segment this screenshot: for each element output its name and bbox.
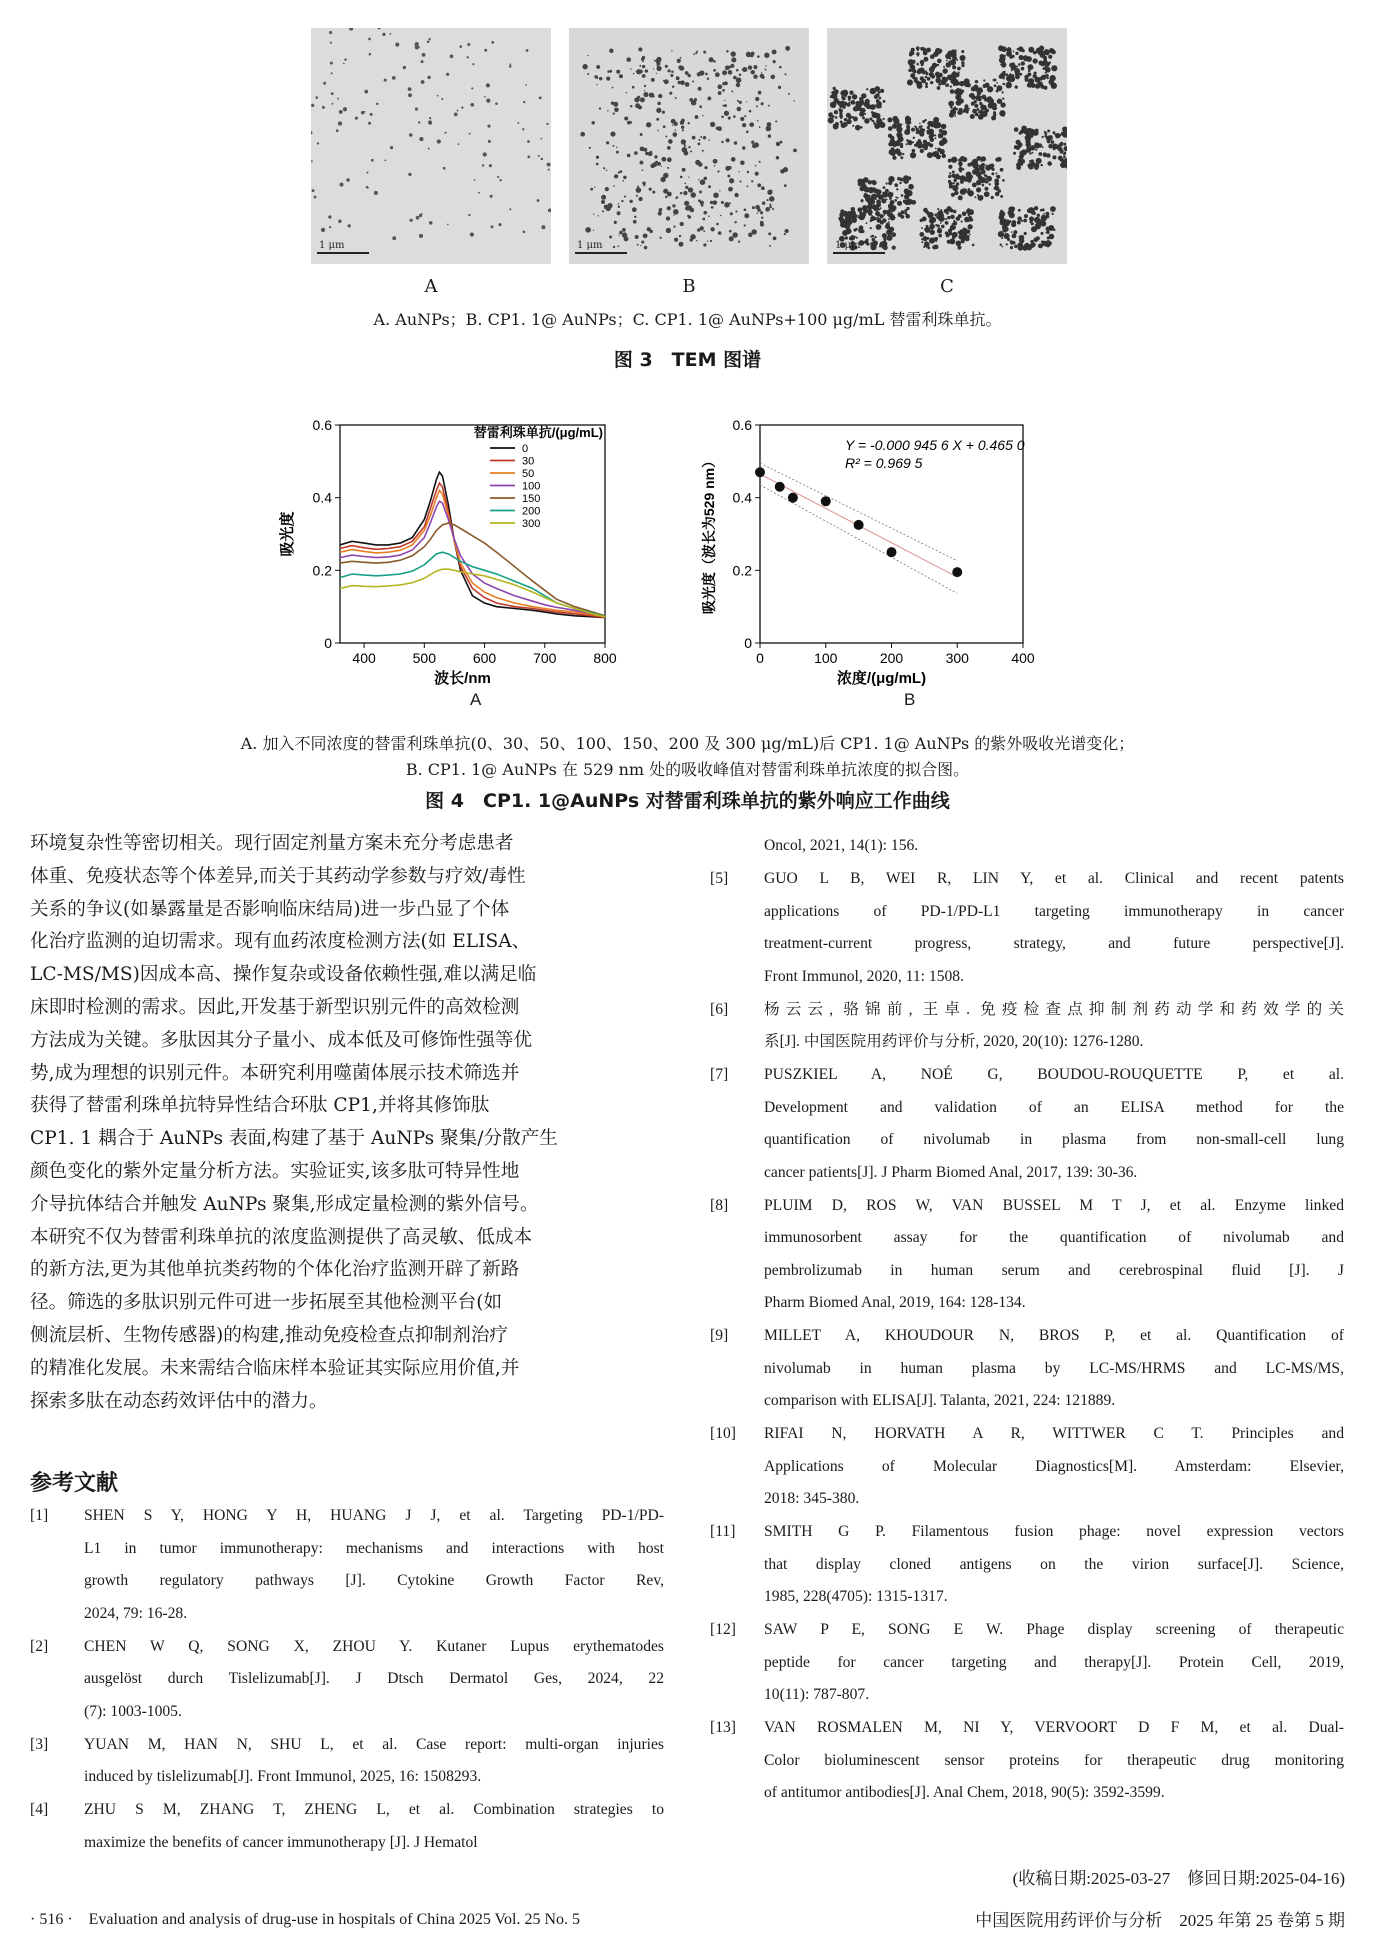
footer-right: 中国医院用药评价与分析 2025 年第 25 卷第 5 期	[975, 1911, 1345, 1930]
reference-item	[710, 994, 1346, 1059]
body-line: CP1. 1 耦合于 AuNPs 表面,构建了基于 AuNPs 聚集/分散产生	[30, 1128, 558, 1150]
reference-line: (7): 1003-1005.	[84, 1702, 182, 1720]
reference-line: ausgelöst durch Tislelizumab[J]. J Dtsch Dermatol Ges, 2024, 22	[84, 1670, 664, 1687]
data-point	[854, 520, 864, 530]
tem-image-c	[827, 28, 1067, 264]
reference-line: that display cloned antigens on the virion surface[J]. Science,	[764, 1555, 1344, 1573]
y-tick-label: 0.4	[732, 489, 752, 506]
reference-line: nivolumab in human plasma by LC-MS/HRMS and LC-MS/MS,	[764, 1359, 1344, 1377]
series-line-30	[340, 480, 605, 617]
data-point	[821, 496, 831, 506]
plot-frame	[340, 425, 605, 643]
x-axis-label: 浓度/(μg/mL)	[836, 670, 927, 687]
data-point	[755, 467, 765, 477]
x-tick-label: 400	[352, 650, 376, 666]
reference-line: MILLET A, KHOUDOUR N, BROS P, et al. Quantification of	[764, 1327, 1344, 1344]
reference-line: ZHU S M, ZHANG T, ZHENG L, et al. Combination strategies to	[84, 1801, 664, 1818]
legend-label: 150	[522, 493, 541, 505]
y-tick-label: 0.4	[312, 489, 332, 506]
body-line: 方法成为关键。多肽因其分子量小、成本低及可修饰性强等优	[30, 1029, 533, 1051]
reference-item	[710, 1614, 1346, 1712]
tem-panel-letter-a: A	[424, 276, 438, 297]
data-point	[775, 482, 785, 492]
body-line: 的精准化发展。未来需结合临床样本验证其实际应用价值,并	[30, 1357, 520, 1379]
reference-line: Development and validation of an ELISA method for the	[764, 1098, 1344, 1116]
reference-item	[710, 1190, 1346, 1320]
series-line-50	[340, 490, 605, 616]
reference-line: SAW P E, SONG E W. Phage display screening of therapeutic	[764, 1621, 1344, 1638]
reference-line: cancer patients[J]. J Pharm Biomed Anal, 2017, 139: 30-36.	[764, 1163, 1138, 1181]
fig4-panel-letter-a: A	[470, 690, 482, 709]
tem-micrograph-c	[827, 28, 1067, 264]
calibration-fit-chart	[690, 405, 1110, 730]
scalebar-label: 1 μm	[835, 240, 861, 251]
x-axis-label: 波长/nm	[434, 670, 491, 687]
scalebar-label: 1 μm	[319, 240, 345, 251]
legend-label: 30	[522, 455, 535, 468]
data-point	[952, 567, 962, 577]
reference-line: Pharm Biomed Anal, 2019, 164: 128-134.	[764, 1294, 1026, 1311]
reference-item	[710, 1320, 1346, 1418]
fit-r-squared: R² = 0.969 5	[845, 455, 923, 471]
reference-number: [9]	[710, 1327, 729, 1344]
reference-line: applications of PD-1/PD-L1 targeting immunotherapy in cancer	[764, 902, 1344, 920]
reference-line: treatment-current progress, strategy, and future perspective[J].	[764, 935, 1344, 952]
body-line: LC-MS/MS)因成本高、操作复杂或设备依赖性强,难以满足临	[30, 964, 537, 986]
reference-number: [8]	[710, 1196, 729, 1214]
body-text	[30, 828, 666, 1418]
reference-number: [11]	[710, 1523, 736, 1540]
reference-line: peptide for cancer targeting and therapy[J]. Protein Cell, 2019,	[764, 1653, 1344, 1671]
reference-item	[710, 863, 1346, 993]
body-line: 化治疗监测的迫切需求。现有血药浓度检测方法(如 ELISA、	[30, 931, 531, 953]
body-line: 环境复杂性等密切相关。现行固定剂量方案未充分考虑患者	[30, 833, 514, 854]
figure4-caption-line1: A. 加入不同浓度的替雷利珠单抗(0、30、50、100、150、200 及 300 μg/mL)后 CP1. 1@ AuNPs 的紫外吸收光谱变化；	[240, 734, 1135, 753]
figure3-caption: A. AuNPs；B. CP1. 1@ AuNPs；C. CP1. 1@ AuNPs+100 μg/mL 替雷利珠单抗。	[373, 310, 1002, 329]
x-tick-label: 300	[945, 650, 969, 666]
reference-line: of antitumor antibodies[J]. Anal Chem, 2018, 90(5): 3592-3599.	[764, 1784, 1165, 1801]
tem-micrograph-b	[569, 28, 809, 264]
reference-line: 2018: 345-380.	[764, 1490, 860, 1507]
x-tick-label: 500	[412, 650, 436, 666]
uv-spectrum-chart	[270, 405, 680, 730]
reference-line: Color bioluminescent sensor proteins for therapeutic drug monitoring	[764, 1751, 1344, 1769]
body-line: 的新方法,更为其他单抗类药物的个体化治疗监测开辟了新路	[30, 1259, 520, 1281]
reference-line: 10(11): 787-807.	[764, 1686, 870, 1703]
reference-line: 系[J]. 中国医院用药评价与分析, 2020, 20(10): 1276-1280.	[764, 1033, 1144, 1050]
figure3-title: 图 3 TEM 图谱	[613, 349, 762, 371]
y-tick-label: 0.6	[312, 417, 332, 433]
tem-micrograph-a	[311, 28, 551, 264]
references-heading: 参考文献	[30, 1471, 119, 1496]
reference-item	[710, 1516, 1346, 1614]
series-line-100	[340, 501, 605, 616]
reference-line: Oncol, 2021, 14(1): 156.	[764, 837, 919, 854]
body-line: 本研究不仅为替雷利珠单抗的浓度监测提供了高灵敏、低成本	[30, 1226, 533, 1248]
reference-line: 1985, 228(4705): 1315-1317.	[764, 1588, 948, 1605]
reference-number: [5]	[710, 870, 729, 887]
tem-panel-letter-c: C	[940, 276, 954, 297]
tem-panel-letter-b: B	[682, 276, 696, 297]
reference-number: [6]	[710, 1000, 729, 1018]
body-line: 关系的争议(如暴露量是否影响临床结局)进一步凸显了个体	[30, 898, 510, 920]
reference-item	[710, 1418, 1346, 1516]
body-line: 获得了替雷利珠单抗特异性结合环肽 CP1,并将其修饰肽	[30, 1095, 490, 1117]
body-line: 探索多肽在动态药效评估中的潜力。	[30, 1390, 328, 1412]
x-tick-label: 600	[472, 650, 497, 666]
reference-line: CHEN W Q, SONG X, ZHOU Y. Kutaner Lupus erythematodes	[84, 1637, 664, 1655]
reference-line: PLUIM D, ROS W, VAN BUSSEL M T J, et al. Enzyme linked	[764, 1196, 1344, 1214]
reference-item	[30, 1729, 666, 1794]
y-axis-label: 吸光度（波长为529 nm）	[701, 453, 717, 615]
confidence-band-upper	[760, 463, 957, 561]
reference-item	[710, 830, 1346, 863]
tem-image-a	[311, 28, 551, 264]
reference-item	[30, 1794, 666, 1859]
reference-line: comparison with ELISA[J]. Talanta, 2021, 224: 121889.	[764, 1392, 1116, 1409]
y-tick-label: 0	[744, 635, 752, 651]
body-line: 径。筛选的多肽识别元件可进一步拓展至其他检测平台(如	[30, 1292, 503, 1314]
reference-item	[710, 1712, 1346, 1810]
footer-left: · 516 · Evaluation and analysis of drug-use in hospitals of China 2025 Vol. 25 No. 5	[30, 1911, 581, 1928]
reference-line: VAN ROSMALEN M, NI Y, VERVOORT D F M, et al. Dual-	[764, 1719, 1344, 1736]
legend-label: 100	[522, 480, 541, 493]
legend-title: 替雷利珠单抗/(μg/mL)	[473, 425, 603, 440]
series-line-0	[340, 472, 605, 617]
legend-label: 300	[522, 518, 541, 530]
reference-line: Front Immunol, 2020, 11: 1508.	[764, 967, 964, 985]
series-line-200	[340, 552, 605, 616]
fig4-panel-letter-b: B	[904, 690, 916, 709]
reference-item	[30, 1631, 666, 1729]
y-tick-label: 0.2	[732, 562, 752, 579]
y-tick-label: 0.6	[732, 417, 752, 433]
reference-number: [12]	[710, 1621, 736, 1638]
body-line: 侧流层析、生物传感器)的构建,推动免疫检查点抑制剂治疗	[30, 1324, 509, 1346]
y-axis-label: 吸光度	[279, 511, 296, 557]
reference-line: L1 in tumor immunotherapy: mechanisms and interactions with host	[84, 1539, 664, 1557]
reference-item	[30, 1500, 666, 1630]
reference-line: immunosorbent assay for the quantification of nivolumab and	[764, 1229, 1344, 1246]
body-line: 颜色变化的紫外定量分析方法。实验证实,该多肽可特异性地	[30, 1160, 520, 1182]
reference-line: Applications of Molecular Diagnostics[M]. Amsterdam: Elsevier,	[764, 1457, 1344, 1475]
figure4-title: 图 4 CP1. 1@AuNPs 对替雷利珠单抗的紫外响应工作曲线	[425, 790, 950, 812]
series-line-150	[340, 523, 605, 616]
figure4-caption-line2: B. CP1. 1@ AuNPs 在 529 nm 处的吸收峰值对替雷利珠单抗浓度的拟合图。	[405, 760, 970, 779]
data-point	[887, 547, 897, 557]
reference-line: 杨云云, 骆锦前, 王卓. 免疫检查点抑制剂药动学和药效学的关	[764, 1000, 1344, 1018]
legend-label: 50	[522, 468, 535, 480]
legend-label: 0	[522, 443, 529, 455]
reference-number: [3]	[30, 1735, 49, 1753]
reference-line: growth regulatory pathways [J]. Cytokine Growth Factor Rev,	[84, 1572, 664, 1589]
body-line: 体重、免疫状态等个体差异,而关于其药动学参数与疗效/毒性	[30, 865, 526, 887]
x-tick-label: 0	[756, 650, 764, 666]
x-tick-label: 100	[814, 650, 838, 666]
scalebar-label: 1 μm	[577, 240, 603, 251]
data-point	[788, 493, 798, 503]
body-line: 床即时检测的需求。因此,开发基于新型识别元件的高效检测	[30, 996, 520, 1018]
reference-number: [2]	[30, 1637, 49, 1655]
reference-line: pembrolizumab in human serum and cerebrospinal fluid [J]. J	[764, 1261, 1344, 1279]
tem-image-b	[569, 28, 809, 264]
reference-line: induced by tislelizumab[J]. Front Immunol, 2025, 16: 1508293.	[84, 1768, 482, 1785]
fit-equation: Y = -0.000 945 6 X + 0.465 0	[845, 437, 1025, 453]
reference-line: SHEN S Y, HONG Y H, HUANG J J, et al. Targeting PD-1/PD-	[84, 1507, 664, 1524]
y-tick-label: 0	[324, 635, 332, 651]
x-tick-label: 700	[533, 650, 557, 666]
x-tick-label: 200	[879, 650, 904, 666]
y-tick-label: 0.2	[312, 562, 332, 579]
reference-number: [7]	[710, 1066, 729, 1083]
reference-line: RIFAI N, HORVATH A R, WITTWER C T. Principles and	[764, 1425, 1344, 1442]
x-tick-label: 400	[1011, 650, 1035, 666]
reference-line: YUAN M, HAN N, SHU L, et al. Case report: multi-organ injuries	[84, 1735, 664, 1753]
legend-label: 200	[522, 505, 541, 518]
body-line: 势,成为理想的识别元件。本研究利用噬菌体展示技术筛选并	[30, 1062, 520, 1084]
reference-item	[710, 1059, 1346, 1189]
received-date: (收稿日期:2025-03-27 修回日期:2025-04-16)	[1012, 1869, 1345, 1888]
reference-line: maximize the benefits of cancer immunotherapy [J]. J Hematol	[84, 1833, 478, 1851]
reference-number: [1]	[30, 1507, 49, 1524]
reference-number: [13]	[710, 1719, 736, 1736]
reference-line: quantification of nivolumab in plasma from non-small-cell lung	[764, 1131, 1344, 1148]
x-tick-label: 800	[593, 650, 617, 666]
body-line: 介导抗体结合并触发 AuNPs 聚集,形成定量检测的紫外信号。	[30, 1193, 539, 1215]
reference-line: PUSZKIEL A, NOÉ G, BOUDOU-ROUQUETTE P, et al.	[764, 1066, 1344, 1083]
reference-line: SMITH G P. Filamentous fusion phage: novel expression vectors	[764, 1523, 1344, 1540]
reference-number: [4]	[30, 1801, 49, 1818]
reference-line: GUO L B, WEI R, LIN Y, et al. Clinical and recent patents	[764, 870, 1344, 887]
reference-number: [10]	[710, 1425, 736, 1442]
reference-line: 2024, 79: 16-28.	[84, 1604, 188, 1622]
